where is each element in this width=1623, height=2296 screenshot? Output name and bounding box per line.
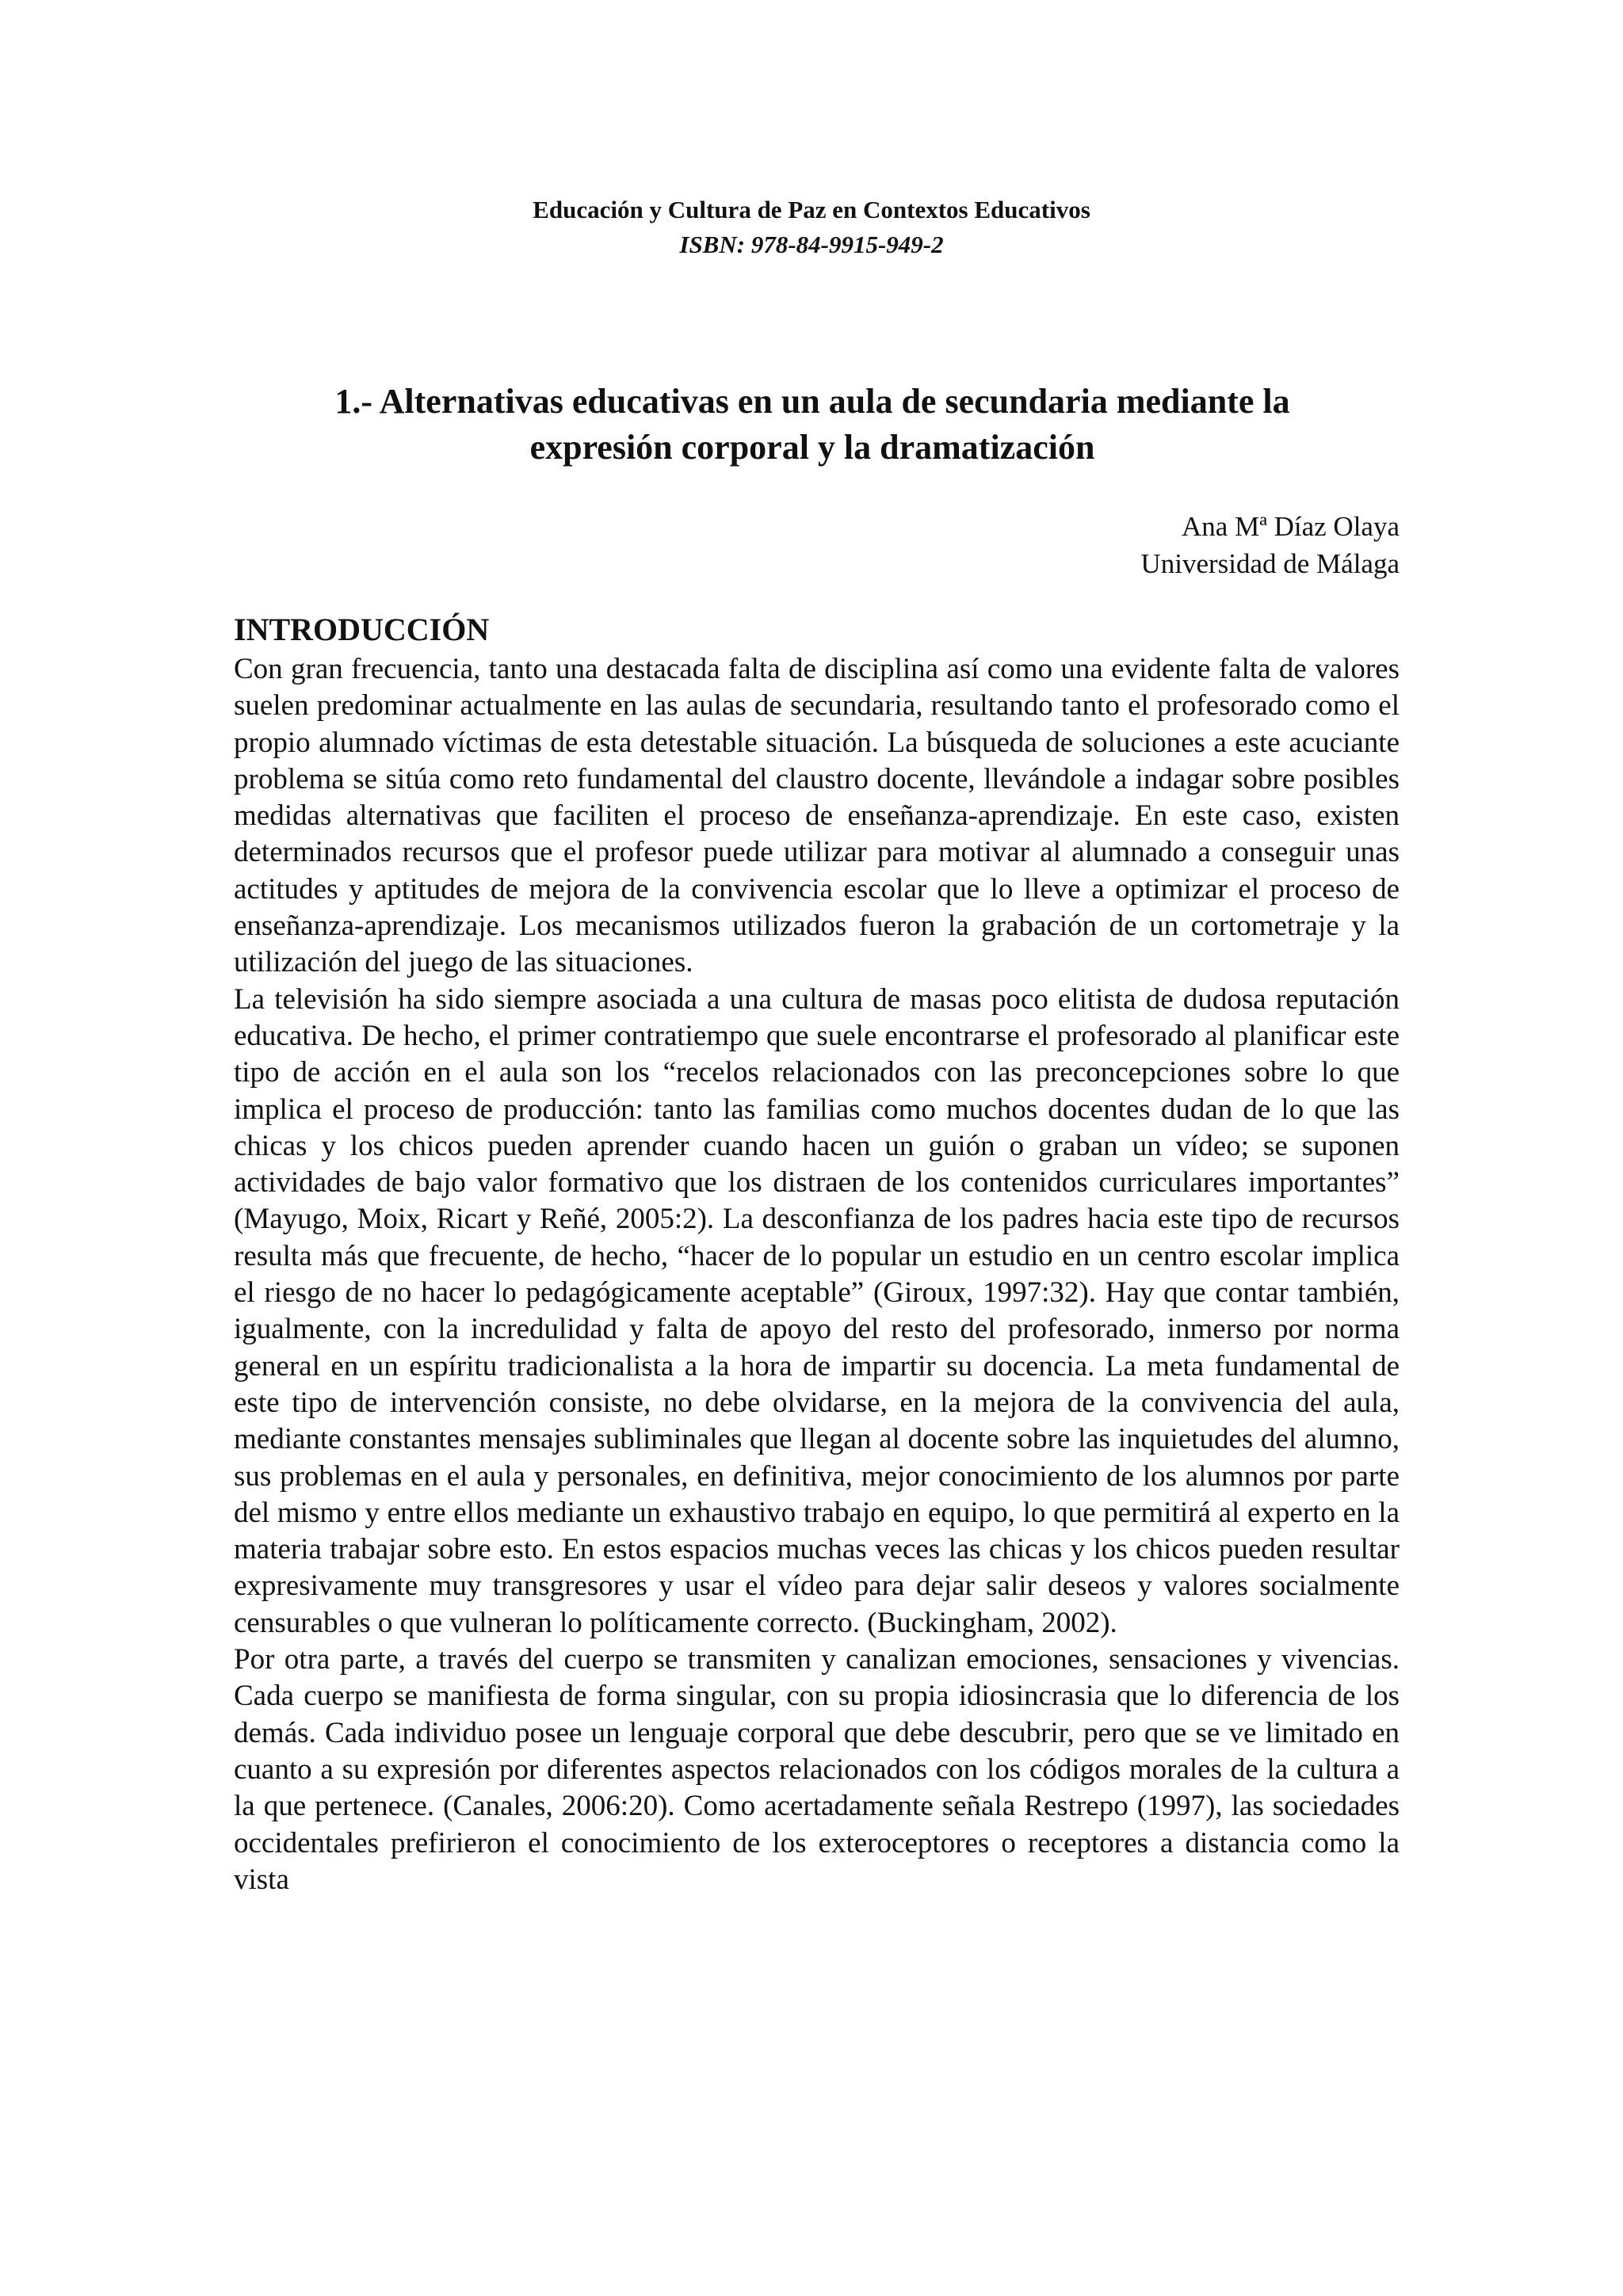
chapter-title-line-1: 1.- Alternativas educativas en un aula de secundaria mediante la bbox=[334, 382, 1290, 421]
body-text bbox=[234, 651, 1400, 1898]
book-title: Educación y Cultura de Paz en Contextos Educativos bbox=[533, 196, 1090, 223]
author-affiliation: Universidad de Málaga bbox=[1140, 548, 1400, 579]
author-name: Ana Mª Díaz Olaya bbox=[1182, 511, 1400, 542]
chapter-title-line-2: expresión corporal y la dramatización bbox=[529, 428, 1095, 467]
paragraph-1: Con gran frecuencia, tanto una destacada falta de disciplina así como una evidente falta de valores suelen predominar actualmente en las aulas de secundaria, resultando tanto el profesorado como el propio alumnado víctimas de esta detestable situación. La búsqueda de soluciones a este acuciante problema se sitúa como reto fundamental del claustro docente, llevándole a indagar sobre posibles medidas alternativas que faciliten el proceso de enseñanza-aprendizaje. En este caso, existen determinados recursos que el profesor puede utilizar para motivar al alumnado a conseguir unas actitudes y aptitudes de mejora de la convivencia escolar que lo lleve a optimizar el proceso de enseñanza-aprendizaje. Los mecanismos utilizados fueron la grabación de un cortometraje y la utilización del juego de las situaciones. bbox=[234, 653, 1400, 979]
paragraph-3: Por otra parte, a través del cuerpo se transmiten y canalizan emociones, sensaciones y vivencias. Cada cuerpo se manifiesta de forma singular, con su propia idiosincrasia que lo diferencia de los demás. Cada individuo posee un lenguaje corporal que debe descubrir, pero que se ve limitado en cuanto a su expresión por diferentes aspectos relacionados con los códigos morales de la cultura a la que pertenece. (Canales, 2006:20). Como acertadamente señala Restrepo (1997), las sociedades occidentales prefirieron el conocimiento de los exteroceptores o receptores a distancia como la vista bbox=[234, 1643, 1400, 1896]
isbn: ISBN: 978-84-9915-949-2 bbox=[679, 231, 944, 258]
section-heading: INTRODUCCIÓN bbox=[234, 612, 490, 647]
running-header bbox=[0, 193, 1623, 262]
author-block bbox=[1140, 508, 1400, 582]
paragraph-2: La televisión ha sido siempre asociada a una cultura de masas poco elitista de dudosa reputación educativa. De hecho, el primer contratiempo que suele encontrarse el profesorado al planificar este tipo de acción en el aula son los “recelos relacionados con las preconcepciones sobre lo que implica el proceso de producción: tanto las familias como muchos docentes dudan de lo que las chicas y los chicos pueden aprender cuando hacen un guión o graban un vídeo; se suponen actividades de bajo valor formativo que los distraen de los contenidos curriculares importantes” (Mayugo, Moix, Ricart y Reñé, 2005:2). La desconfianza de los padres hacia este tipo de recursos resulta más que frecuente, de hecho, “hacer de lo popular un estudio en un centro escolar implica el riesgo de no hacer lo pedagógicamente aceptable” (Giroux, 1997:32). Hay que contar también, igualmente, con la incredulidad y falta de apoyo del resto del profesorado, inmerso por norma general en un espíritu tradicionalista a la hora de impartir su docencia. La meta fundamental de este tipo de intervención consiste, no debe olvidarse, en la mejora de la convivencia del aula, mediante constantes mensajes subliminales que llegan al docente sobre las inquietudes del alumno, sus problemas en el aula y personales, en definitiva, mejor conocimiento de los alumnos por parte del mismo y entre ellos mediante un exhaustivo trabajo en equipo, lo que permitirá al experto en la materia trabajar sobre esto. En estos espacios muchas veces las chicas y los chicos pueden resultar expresivamente muy transgresores y usar el vídeo para dejar salir deseos y valores socialmente censurables o que vulneran lo políticamente correcto. (Buckingham, 2002). bbox=[234, 982, 1400, 1639]
chapter-title bbox=[206, 379, 1419, 471]
